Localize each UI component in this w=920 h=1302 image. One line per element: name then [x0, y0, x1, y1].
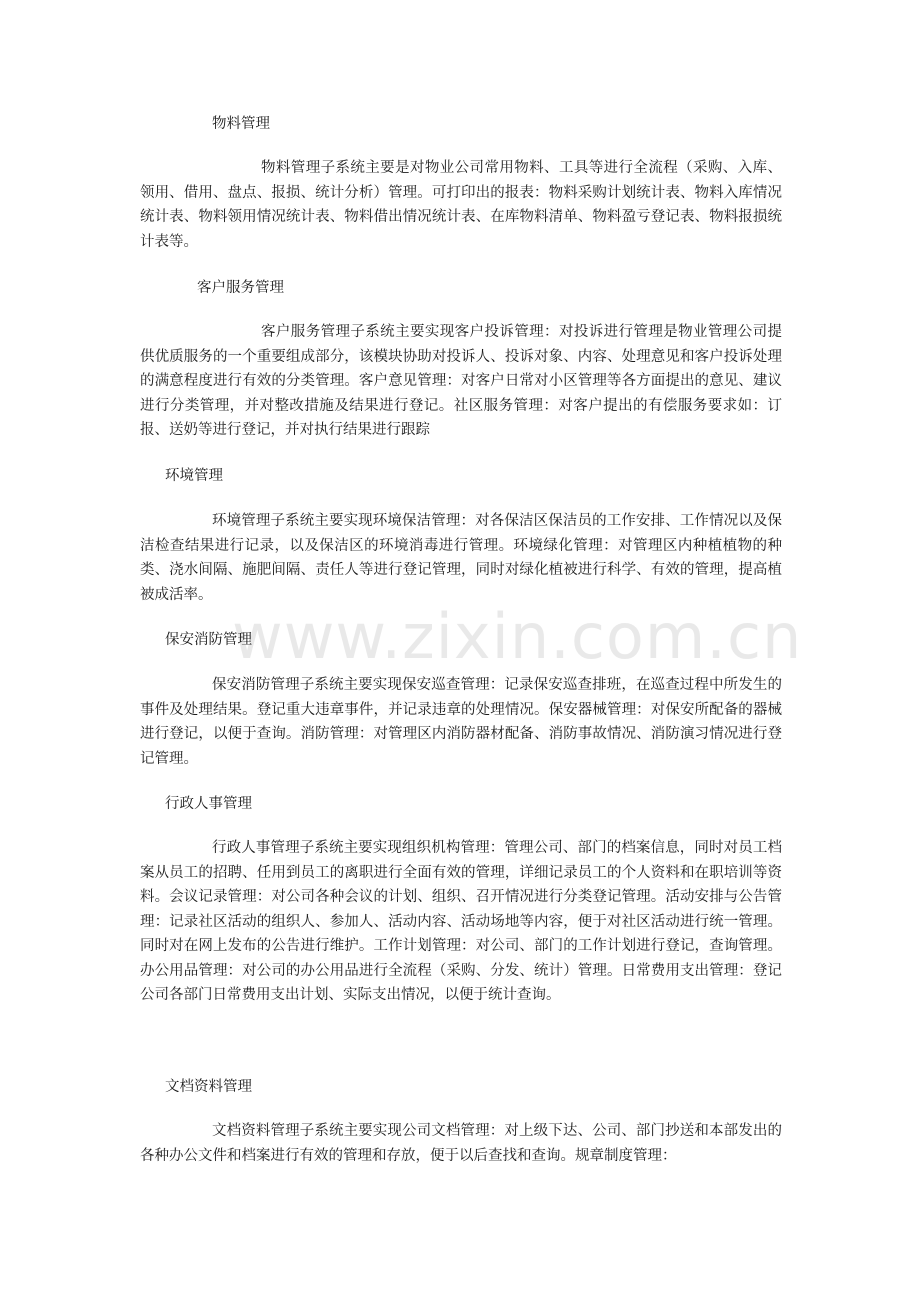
section-body-environment: 环境管理子系统主要实现环境保洁管理：对各保洁区保洁员的工作安排、工作情况以及保洁检查结果进行记录，以及保洁区的环境消毒进行管理。环境绿化管理：对管理区内种植植物的种类、浇水间隔、施肥间隔、责任人等进行登记管理，同时对绿化植被进行科学、有效的管理，提高植被成活率。: [140, 513, 782, 603]
section-body-security-fire: 保安消防管理子系统主要实现保安巡查管理：记录保安巡查排班，在巡查过程中所发生的事件及处理结果。登记重大违章事件，并记录违章的处理情况。保安器械管理：对保安所配备的器械进行登记，以便于查询。消防管理：对管理区内消防器材配备、消防事故情况、消防演习情况进行登记管理。: [140, 677, 782, 767]
section-title-documents: 文档资料管理: [165, 1079, 252, 1095]
section-title-materials: 物料管理: [212, 116, 270, 132]
section-body-materials: 物料管理子系统主要是对物业公司常用物料、工具等进行全流程（采购、入库、领用、借用、盘点、报损、统计分析）管理。可打印出的报表：物料采购计划统计表、物料入库情况统计表、物料领用情况统计表、物料借出情况统计表、在库物料清单、物料盈亏登记表、物料报损统计表等。: [140, 160, 782, 250]
section-title-admin-hr: 行政人事管理: [165, 796, 252, 812]
section-body-admin-hr: 行政人事管理子系统主要实现组织机构管理：管理公司、部门的档案信息，同时对员工档案从员工的招聘、任用到员工的离职进行全面有效的管理，详细记录员工的个人资料和在职培训等资料。会议记录管理：对公司各种会议的计划、组织、召开情况进行分类登记管理。活动安排与公告管理：记录社区活动的组织人、参加人、活动内容、活动场地等内容，便于对社区活动进行统一管理。 同时对在网上发布的公告进行维护。工作计划管理：对公司、部门的工作计划进行登记，查询管理。办公用品管理：对公司的办公用品进行全流程（采购、分发、统计）管理。日常费用支出管理：登记公司各部门日常费用支出计划、实际支出情况，以便于统计查询。: [140, 840, 782, 1003]
section-title-environment: 环境管理: [165, 468, 223, 484]
section-title-customer-service: 客户服务管理: [197, 280, 284, 296]
section-body-documents: 文档资料管理子系统主要实现公司文档管理：对上级下达、公司、部门抄送和本部发出的各种办公文件和档案进行有效的管理和存放，便于以后查找和查询。规章制度管理：: [140, 1123, 782, 1164]
section-body-customer-service: 客户服务管理子系统主要实现客户投诉管理：对投诉进行管理是物业管理公司提供优质服务的一个重要组成部分，该模块协助对投诉人、投诉对象、内容、处理意见和客户投诉处理的满意程度进行有效的分类管理。客户意见管理：对客户日常对小区管理等各方面提出的意见、建议进行分类管理，并对整改措施及结果进行登记。社区服务管理：对客户提出的有偿服务要求如：订报、送奶等进行登记，并对执行结果进行跟踪: [140, 324, 782, 438]
watermark: www.zixin.com.cn: [232, 600, 803, 673]
section-title-security-fire: 保安消防管理: [165, 632, 252, 648]
